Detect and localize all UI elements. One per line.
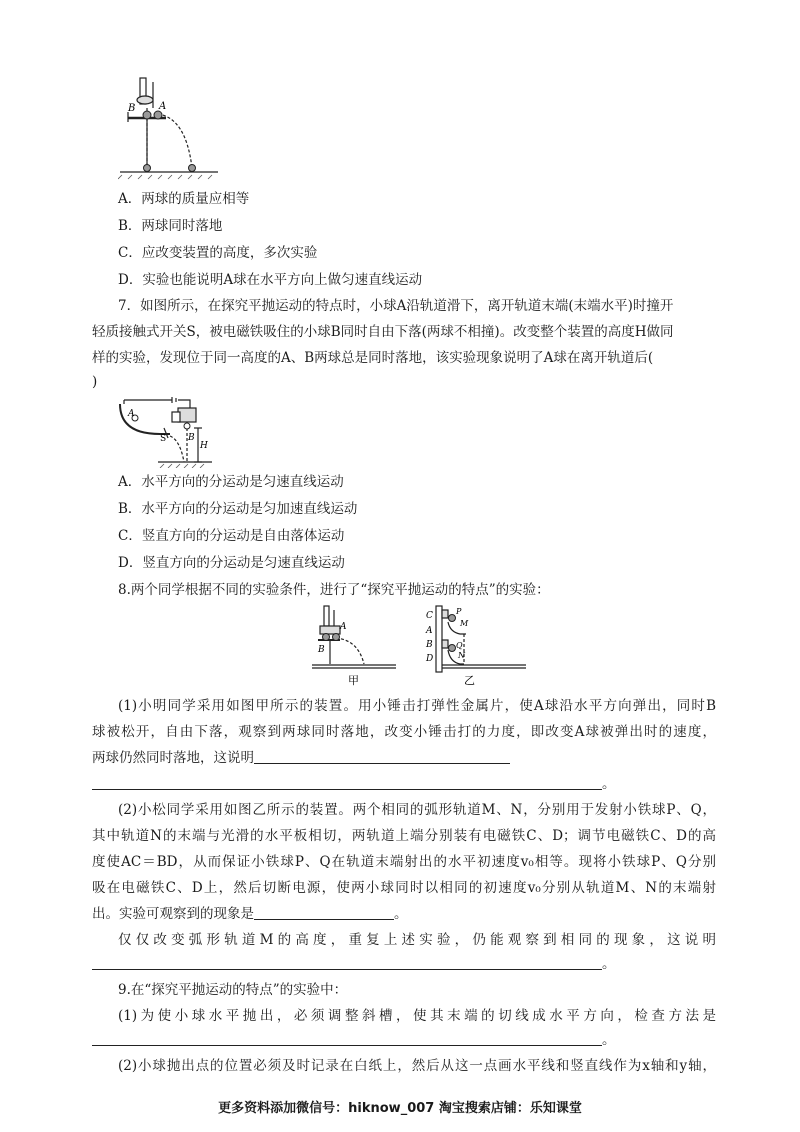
- q8-part2-line-5: [92, 904, 716, 924]
- yi-caption: 乙: [464, 674, 475, 686]
- q8-part2-line-1: (2)小松同学采用如图乙所示的装置。两个相同的弧形轨道M、N，分别用于发射小铁球P、Q，: [118, 802, 716, 818]
- q8-part1-blank[interactable]: [254, 749, 510, 764]
- q7-option-c: C．竖直方向的分运动是自由落体运动: [118, 528, 345, 544]
- q7-label-a: A: [128, 409, 135, 419]
- q8-part2-blank[interactable]: [254, 905, 394, 920]
- yi-label-q: Q: [456, 641, 463, 650]
- q6-option-b: B．两球同时落地: [118, 218, 223, 234]
- q8-figure-yi: [420, 604, 530, 686]
- q8-stem: 8.两个同学根据不同的实验条件，进行了“探究平抛运动的特点”的实验：: [118, 582, 550, 598]
- q8-part2-text: 出。实验可观察到的现象是: [92, 906, 254, 922]
- q6-figure: [118, 72, 228, 180]
- yi-label-d: D: [426, 654, 434, 664]
- q8-part1-blank-2[interactable]: [92, 775, 602, 790]
- q8-part2-line-3: 度使AC＝BD，从而保证小铁球P、Q在轨道末端射出的水平初速度v₀相等。现将小铁球P、Q分别: [92, 854, 716, 870]
- yi-label-a: A: [426, 626, 433, 636]
- q7-stem-line-3: 样的实验，发现位于同一高度的A、B两球总是同时落地，该实验现象说明了A球在离开轨道后(: [92, 350, 654, 366]
- q6-option-a: A．两球的质量应相等: [118, 191, 250, 207]
- q6-label-a: A: [159, 101, 167, 112]
- q8-part1-line-3: [92, 748, 716, 768]
- q6-option-d: D．实验也能说明A球在水平方向上做匀速直线运动: [118, 272, 423, 288]
- q8-part3-line: 仅仅改变弧形轨道M的高度，重复上述实验，仍能观察到相同的现象，这说明: [118, 932, 716, 948]
- q9-part1: (1)为使小球水平抛出，必须调整斜槽，使其末端的切线成水平方向，检查方法是: [118, 1008, 716, 1024]
- q7-stem-line-2: 轻质接触式开关S，被电磁铁吸住的小球B同时自由下落(两球不相撞)。改变整个装置的高度H做同: [92, 324, 674, 340]
- q8-part3-line-2: [92, 954, 716, 974]
- jia-caption: 甲: [348, 674, 359, 686]
- q9-part1-line-2: [92, 1030, 716, 1050]
- q7-stem-line-4: ): [92, 374, 98, 390]
- q6-option-c: C．应改变装置的高度，多次实验: [118, 245, 318, 261]
- q9-stem: 9.在“探究平抛运动的特点”的实验中：: [118, 982, 348, 998]
- yi-label-p: P: [456, 607, 462, 616]
- q8-part1-line-4: [92, 774, 716, 794]
- q9-part1-blank[interactable]: [92, 1031, 602, 1046]
- q7-label-b: B: [188, 433, 195, 443]
- q8-part3-blank[interactable]: [92, 955, 602, 970]
- page-footer: 更多资料添加微信号：hiknow_007 淘宝搜索店铺：乐知课堂: [218, 1101, 582, 1116]
- q9-part2: (2)小球抛出点的位置必须及时记录在白纸上，然后从这一点画水平线和竖直线作为x轴和y轴，: [118, 1058, 716, 1074]
- q8-part3-period: 。: [602, 956, 616, 972]
- q8-part1-line-2: 球被松开，自由下落，观察到两球同时落地，改变小锤击打的力度，即改变A球被弹出时的速度，: [92, 724, 716, 740]
- q7-label-s: S: [160, 434, 167, 444]
- q7-figure: [112, 396, 222, 468]
- yi-label-m: M: [460, 619, 469, 628]
- q9-part1-period: 。: [602, 1032, 616, 1048]
- q8-part1-line-1: (1)小明同学采用如图甲所示的装置。用小锤击打弹性金属片，使A球沿水平方向弹出，同时B: [118, 698, 716, 714]
- q8-figure-jia: [308, 604, 400, 686]
- q8-part1-text: 两球仍然同时落地，这说明: [92, 750, 254, 766]
- q7-option-b: B．水平方向的分运动是匀加速直线运动: [118, 501, 358, 517]
- q7-label-h: H: [200, 441, 208, 451]
- q7-option-d: D．竖直方向的分运动是匀速直线运动: [118, 555, 345, 571]
- yi-label-n: N: [458, 651, 465, 660]
- q7-option-a: A．水平方向的分运动是匀速直线运动: [118, 474, 344, 490]
- jia-label-b: B: [318, 645, 325, 655]
- q8-part2-line-2: 其中轨道N的末端与光滑的水平板相切，两轨道上端分别装有电磁铁C、D；调节电磁铁C、D的高: [92, 828, 716, 844]
- q8-part2-period: 。: [394, 906, 408, 922]
- q6-label-b: B: [128, 103, 136, 114]
- q8-part1-period: 。: [602, 776, 616, 792]
- q7-stem-line-1: 7．如图所示，在探究平抛运动的特点时，小球A沿轨道滑下，离开轨道末端(末端水平)时撞开: [118, 298, 674, 314]
- jia-label-a: A: [340, 622, 347, 632]
- yi-label-b: B: [426, 640, 433, 650]
- yi-label-c: C: [426, 611, 433, 621]
- q8-part2-line-4: 吸在电磁铁C、D上，然后切断电源，使两小球同时以相同的初速度v₀分别从轨道M、N的末端射: [92, 880, 716, 896]
